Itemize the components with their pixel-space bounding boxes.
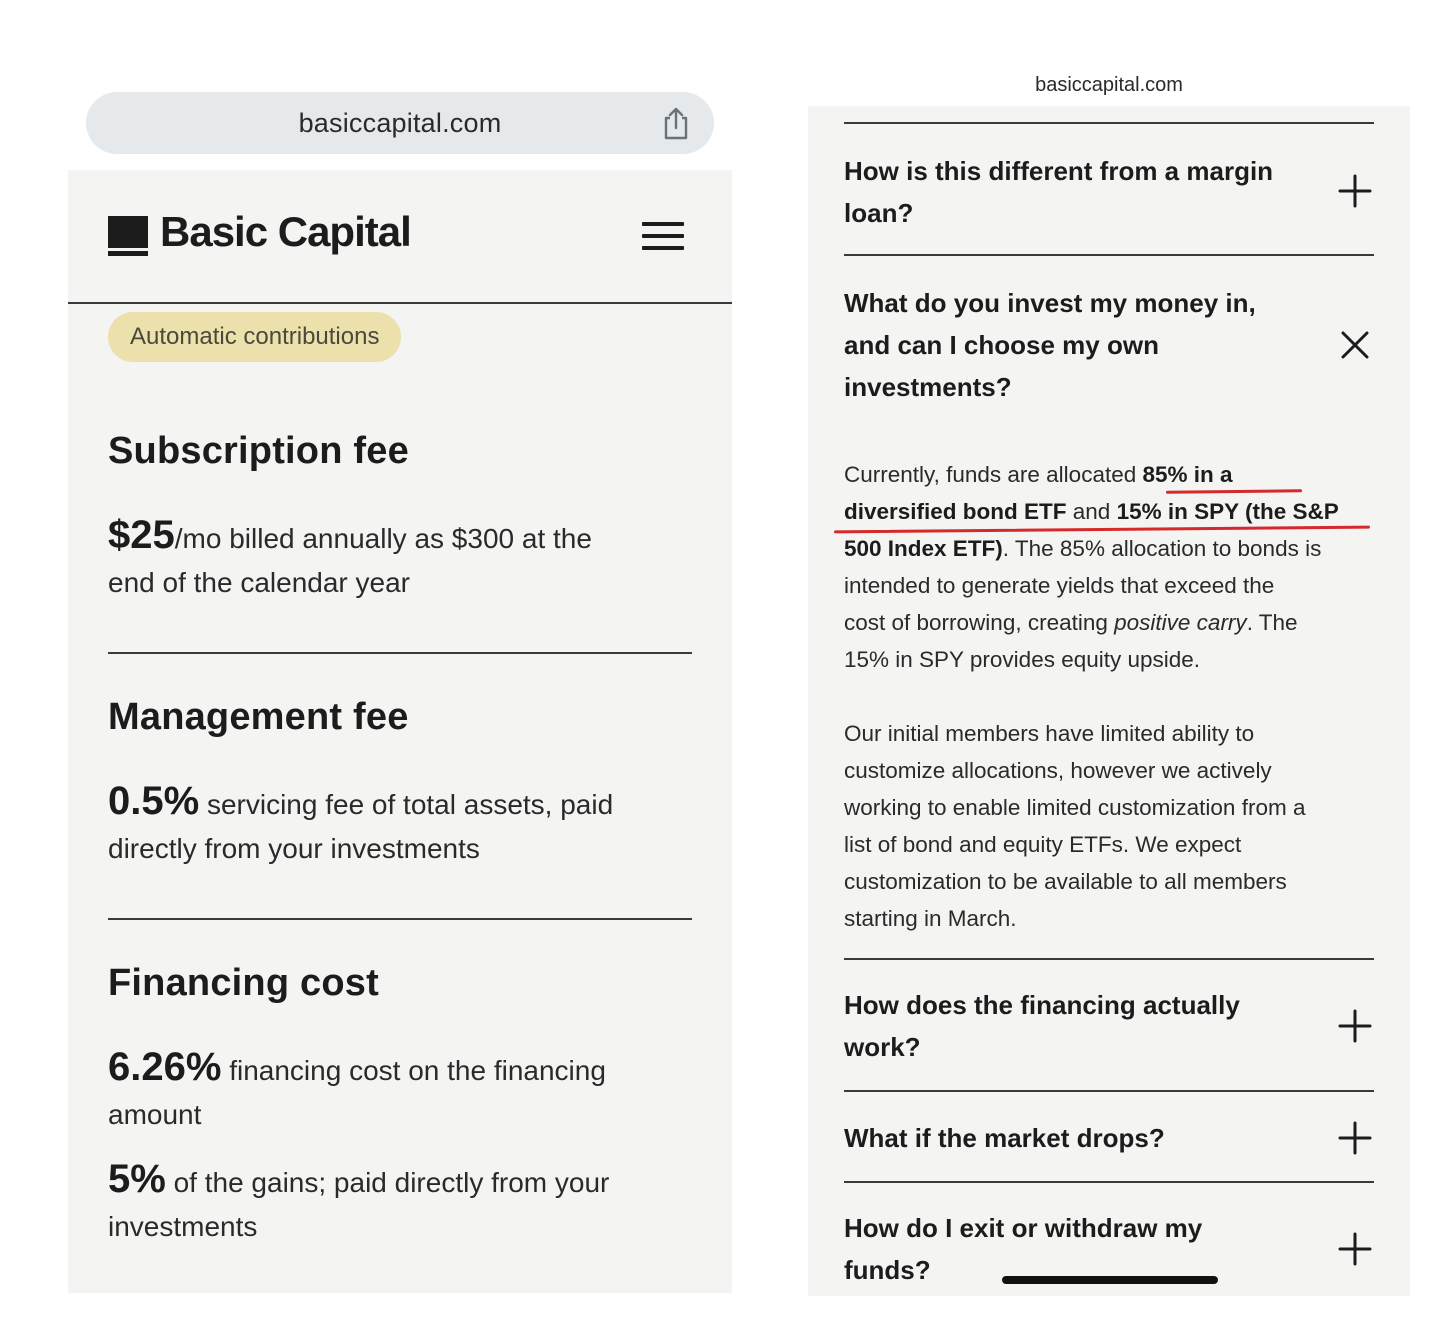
- answer-highlight: 15% in SPY (the S&P: [1116, 499, 1339, 524]
- answer-text: Currently, funds are allocated: [844, 462, 1143, 487]
- faq-question-text: work?: [844, 1032, 921, 1062]
- faq-question-text: What do you invest my money in,: [844, 288, 1256, 318]
- answer-line: list of bond and equity ETFs. We expect: [844, 832, 1242, 857]
- financing-cost-amount: 6.26%: [108, 1045, 222, 1089]
- plus-icon[interactable]: [1338, 1232, 1372, 1266]
- faq-question-market-drops[interactable]: [844, 1117, 1304, 1159]
- answer-line: [844, 493, 1376, 530]
- plus-icon[interactable]: [1338, 174, 1372, 208]
- faq-question-investments[interactable]: [844, 282, 1304, 408]
- faq-divider: [844, 122, 1374, 124]
- subscription-fee-text: /mo billed annually as $300 at the: [174, 523, 592, 554]
- financing-cost-text: financing cost on the financing: [221, 1055, 606, 1086]
- answer-line: [844, 604, 1376, 641]
- answer-highlight: diversified bond ETF: [844, 499, 1067, 524]
- answer-highlight: 500 Index ETF): [844, 536, 1003, 561]
- subscription-fee-amount: $25: [108, 513, 175, 557]
- subscription-fee-line1: [108, 513, 692, 561]
- management-fee-text: servicing fee of total assets, paid: [199, 789, 614, 820]
- faq-divider: [844, 1090, 1374, 1092]
- answer-line: [844, 530, 1376, 567]
- faq-question-margin-loan[interactable]: [844, 150, 1304, 234]
- automatic-contributions-tag: Automatic contributions: [108, 312, 401, 362]
- financing-cost-line2: amount: [108, 1099, 202, 1130]
- hamburger-menu-icon[interactable]: [642, 222, 684, 252]
- answer-text: . The: [1246, 610, 1298, 635]
- faq-question-text: How do I exit or withdraw my: [844, 1213, 1203, 1243]
- answer-emphasis: positive carry: [1114, 610, 1247, 635]
- web-page-faq: [808, 106, 1410, 1296]
- management-fee-title: Management fee: [108, 696, 409, 738]
- faq-question-text: and can I choose my own: [844, 330, 1159, 360]
- answer-text: cost of borrowing, creating: [844, 610, 1115, 635]
- answer-text: and: [1066, 499, 1117, 524]
- faq-question-text: loan?: [844, 198, 914, 228]
- address-url: basiccapital.com: [298, 107, 502, 138]
- answer-highlight: 85% in a: [1142, 462, 1233, 487]
- web-page-pricing: [68, 170, 732, 1293]
- financing-cost-title: Financing cost: [108, 962, 379, 1004]
- answer-line: Our initial members have limited ability to: [844, 721, 1255, 746]
- faq-question-text: funds?: [844, 1255, 931, 1285]
- answer-line: intended to generate yields that exceed the: [844, 573, 1275, 598]
- management-fee-section: [108, 696, 692, 871]
- share-icon[interactable]: [660, 106, 692, 140]
- address-bar[interactable]: [86, 92, 714, 154]
- section-divider: [108, 918, 692, 920]
- faq-question-text: How is this different from a margin: [844, 156, 1274, 186]
- gains-fee-amount: 5%: [108, 1157, 166, 1201]
- answer-line: 15% in SPY provides equity upside.: [844, 647, 1201, 672]
- faq-question-text: How does the financing actually: [844, 990, 1240, 1020]
- faq-question-financing[interactable]: [844, 984, 1304, 1068]
- faq-divider: [844, 1181, 1374, 1183]
- left-screenshot: [68, 88, 732, 1293]
- answer-line: customization to be available to all members: [844, 869, 1287, 894]
- answer-line: starting in March.: [844, 906, 1017, 931]
- faq-question-text: investments?: [844, 372, 1012, 402]
- faq-divider: [844, 958, 1374, 960]
- subscription-fee-title: Subscription fee: [108, 430, 409, 472]
- logo-mark-icon: [108, 216, 148, 256]
- management-fee-line1: [108, 779, 692, 827]
- gains-fee-line2: investments: [108, 1211, 258, 1242]
- site-header: [68, 170, 732, 304]
- faq-divider: [844, 254, 1374, 256]
- subscription-fee-section: [108, 430, 692, 605]
- answer-text: . The 85% allocation to bonds is: [1002, 536, 1322, 561]
- close-icon[interactable]: [1338, 328, 1372, 362]
- gains-fee-text: of the gains; paid directly from your: [165, 1167, 610, 1198]
- plus-icon[interactable]: [1338, 1121, 1372, 1155]
- faq-question-text: What if the market drops?: [844, 1123, 1165, 1153]
- subscription-fee-line2: end of the calendar year: [108, 567, 410, 598]
- management-fee-amount: 0.5%: [108, 779, 200, 823]
- financing-cost-section: [108, 962, 692, 1249]
- management-fee-line2: directly from your investments: [108, 833, 480, 864]
- gains-fee-line1: [108, 1157, 692, 1205]
- section-divider: [108, 652, 692, 654]
- answer-line: working to enable limited customization from a: [844, 795, 1306, 820]
- brand-name[interactable]: Basic Capital: [160, 208, 411, 255]
- plus-icon[interactable]: [1338, 1009, 1372, 1043]
- answer-line: customize allocations, however we actively: [844, 758, 1272, 783]
- home-indicator[interactable]: [1002, 1276, 1218, 1284]
- address-url-compact[interactable]: basiccapital.com: [1035, 74, 1183, 96]
- answer-line: [844, 456, 1376, 493]
- financing-cost-line1: [108, 1045, 692, 1093]
